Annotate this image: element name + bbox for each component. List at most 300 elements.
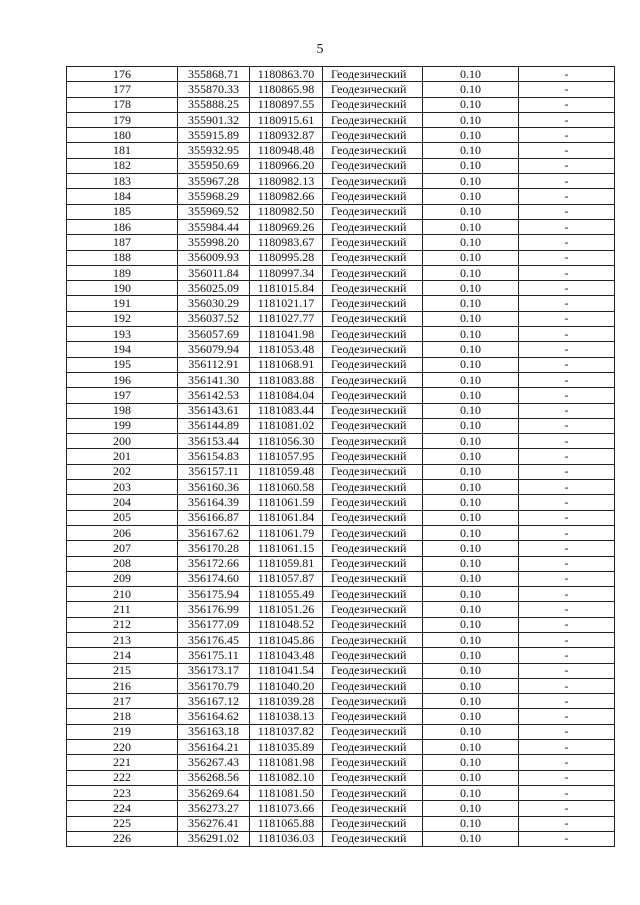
y-coordinate-cell: 1181061.84 [250, 510, 323, 525]
point-number-cell: 212 [67, 617, 178, 632]
note-cell: - [519, 556, 615, 571]
accuracy-cell: 0.10 [423, 724, 519, 739]
x-coordinate-cell: 356170.79 [178, 678, 250, 693]
x-coordinate-cell: 356167.12 [178, 694, 250, 709]
note-cell: - [519, 296, 615, 311]
method-cell: Геодезический [323, 388, 423, 403]
note-cell: - [519, 587, 615, 602]
method-cell: Геодезический [323, 801, 423, 816]
point-number-cell: 183 [67, 174, 178, 189]
method-cell: Геодезический [323, 250, 423, 265]
accuracy-cell: 0.10 [423, 648, 519, 663]
table-row [67, 480, 615, 495]
note-cell: - [519, 801, 615, 816]
point-number-cell: 203 [67, 480, 178, 495]
method-cell: Геодезический [323, 678, 423, 693]
note-cell: - [519, 189, 615, 204]
accuracy-cell: 0.10 [423, 495, 519, 510]
x-coordinate-cell: 356174.60 [178, 571, 250, 586]
x-coordinate-cell: 355967.28 [178, 174, 250, 189]
y-coordinate-cell: 1181057.95 [250, 449, 323, 464]
point-number-cell: 216 [67, 678, 178, 693]
accuracy-cell: 0.10 [423, 143, 519, 158]
x-coordinate-cell: 356009.93 [178, 250, 250, 265]
accuracy-cell: 0.10 [423, 785, 519, 800]
method-cell: Геодезический [323, 571, 423, 586]
accuracy-cell: 0.10 [423, 281, 519, 296]
table-row [67, 388, 615, 403]
y-coordinate-cell: 1180995.28 [250, 250, 323, 265]
method-cell: Геодезический [323, 67, 423, 82]
method-cell: Геодезический [323, 632, 423, 647]
accuracy-cell: 0.10 [423, 587, 519, 602]
x-coordinate-cell: 356175.11 [178, 648, 250, 663]
table-row [67, 403, 615, 418]
y-coordinate-cell: 1181015.84 [250, 281, 323, 296]
method-cell: Геодезический [323, 480, 423, 495]
method-cell: Геодезический [323, 755, 423, 770]
accuracy-cell: 0.10 [423, 449, 519, 464]
method-cell: Геодезический [323, 510, 423, 525]
note-cell: - [519, 648, 615, 663]
method-cell: Геодезический [323, 694, 423, 709]
y-coordinate-cell: 1181053.48 [250, 342, 323, 357]
accuracy-cell: 0.10 [423, 97, 519, 112]
method-cell: Геодезический [323, 174, 423, 189]
accuracy-cell: 0.10 [423, 265, 519, 280]
x-coordinate-cell: 355968.29 [178, 189, 250, 204]
table-row [67, 204, 615, 219]
accuracy-cell: 0.10 [423, 112, 519, 127]
table-row [67, 663, 615, 678]
note-cell: - [519, 434, 615, 449]
y-coordinate-cell: 1180983.67 [250, 235, 323, 250]
accuracy-cell: 0.10 [423, 510, 519, 525]
point-number-cell: 202 [67, 464, 178, 479]
table-row [67, 541, 615, 556]
table-row [67, 571, 615, 586]
method-cell: Геодезический [323, 816, 423, 831]
y-coordinate-cell: 1181056.30 [250, 434, 323, 449]
method-cell: Геодезический [323, 724, 423, 739]
x-coordinate-cell: 356291.02 [178, 831, 250, 846]
x-coordinate-cell: 356164.62 [178, 709, 250, 724]
method-cell: Геодезический [323, 372, 423, 387]
note-cell: - [519, 235, 615, 250]
point-number-cell: 201 [67, 449, 178, 464]
y-coordinate-cell: 1181048.52 [250, 617, 323, 632]
y-coordinate-cell: 1181021.17 [250, 296, 323, 311]
x-coordinate-cell: 355915.89 [178, 128, 250, 143]
point-number-cell: 178 [67, 97, 178, 112]
y-coordinate-cell: 1181040.20 [250, 678, 323, 693]
note-cell: - [519, 510, 615, 525]
y-coordinate-cell: 1180982.13 [250, 174, 323, 189]
accuracy-cell: 0.10 [423, 296, 519, 311]
method-cell: Геодезический [323, 709, 423, 724]
note-cell: - [519, 663, 615, 678]
x-coordinate-cell: 356144.89 [178, 418, 250, 433]
y-coordinate-cell: 1181081.50 [250, 785, 323, 800]
note-cell: - [519, 388, 615, 403]
table-row [67, 281, 615, 296]
table-row [67, 602, 615, 617]
point-number-cell: 206 [67, 525, 178, 540]
table-row [67, 97, 615, 112]
y-coordinate-cell: 1181061.79 [250, 525, 323, 540]
method-cell: Геодезический [323, 97, 423, 112]
note-cell: - [519, 281, 615, 296]
point-number-cell: 194 [67, 342, 178, 357]
table-row [67, 342, 615, 357]
point-number-cell: 188 [67, 250, 178, 265]
table-row [67, 556, 615, 571]
note-cell: - [519, 709, 615, 724]
point-number-cell: 196 [67, 372, 178, 387]
method-cell: Геодезический [323, 281, 423, 296]
accuracy-cell: 0.10 [423, 801, 519, 816]
x-coordinate-cell: 356173.17 [178, 663, 250, 678]
y-coordinate-cell: 1180865.98 [250, 82, 323, 97]
accuracy-cell: 0.10 [423, 831, 519, 846]
note-cell: - [519, 816, 615, 831]
point-number-cell: 195 [67, 357, 178, 372]
point-number-cell: 207 [67, 541, 178, 556]
point-number-cell: 199 [67, 418, 178, 433]
point-number-cell: 193 [67, 327, 178, 342]
accuracy-cell: 0.10 [423, 755, 519, 770]
table-row [67, 311, 615, 326]
x-coordinate-cell: 356025.09 [178, 281, 250, 296]
x-coordinate-cell: 355950.69 [178, 158, 250, 173]
accuracy-cell: 0.10 [423, 770, 519, 785]
table-row [67, 495, 615, 510]
note-cell: - [519, 740, 615, 755]
x-coordinate-cell: 356112.91 [178, 357, 250, 372]
y-coordinate-cell: 1181041.54 [250, 663, 323, 678]
accuracy-cell: 0.10 [423, 219, 519, 234]
note-cell: - [519, 785, 615, 800]
table-row [67, 296, 615, 311]
point-number-cell: 214 [67, 648, 178, 663]
accuracy-cell: 0.10 [423, 541, 519, 556]
table-row [67, 709, 615, 724]
method-cell: Геодезический [323, 143, 423, 158]
x-coordinate-cell: 355870.33 [178, 82, 250, 97]
accuracy-cell: 0.10 [423, 250, 519, 265]
note-cell: - [519, 158, 615, 173]
method-cell: Геодезический [323, 418, 423, 433]
y-coordinate-cell: 1181036.03 [250, 831, 323, 846]
point-number-cell: 223 [67, 785, 178, 800]
accuracy-cell: 0.10 [423, 82, 519, 97]
y-coordinate-cell: 1181082.10 [250, 770, 323, 785]
method-cell: Геодезический [323, 556, 423, 571]
accuracy-cell: 0.10 [423, 403, 519, 418]
x-coordinate-cell: 356176.99 [178, 602, 250, 617]
accuracy-cell: 0.10 [423, 418, 519, 433]
accuracy-cell: 0.10 [423, 372, 519, 387]
accuracy-cell: 0.10 [423, 388, 519, 403]
method-cell: Геодезический [323, 602, 423, 617]
accuracy-cell: 0.10 [423, 434, 519, 449]
method-cell: Геодезический [323, 342, 423, 357]
point-number-cell: 205 [67, 510, 178, 525]
point-number-cell: 224 [67, 801, 178, 816]
table-row [67, 510, 615, 525]
table-row [67, 265, 615, 280]
note-cell: - [519, 311, 615, 326]
coordinates-table-body [67, 67, 615, 847]
point-number-cell: 220 [67, 740, 178, 755]
x-coordinate-cell: 355868.71 [178, 67, 250, 82]
method-cell: Геодезический [323, 770, 423, 785]
point-number-cell: 213 [67, 632, 178, 647]
point-number-cell: 222 [67, 770, 178, 785]
y-coordinate-cell: 1181083.44 [250, 403, 323, 418]
accuracy-cell: 0.10 [423, 204, 519, 219]
accuracy-cell: 0.10 [423, 464, 519, 479]
table-row [67, 143, 615, 158]
y-coordinate-cell: 1181041.98 [250, 327, 323, 342]
x-coordinate-cell: 356172.66 [178, 556, 250, 571]
table-row [67, 189, 615, 204]
point-number-cell: 180 [67, 128, 178, 143]
point-number-cell: 211 [67, 602, 178, 617]
table-row [67, 632, 615, 647]
x-coordinate-cell: 356160.36 [178, 480, 250, 495]
x-coordinate-cell: 356175.94 [178, 587, 250, 602]
y-coordinate-cell: 1180982.66 [250, 189, 323, 204]
x-coordinate-cell: 356276.41 [178, 816, 250, 831]
point-number-cell: 208 [67, 556, 178, 571]
x-coordinate-cell: 356011.84 [178, 265, 250, 280]
y-coordinate-cell: 1181061.59 [250, 495, 323, 510]
note-cell: - [519, 174, 615, 189]
accuracy-cell: 0.10 [423, 525, 519, 540]
note-cell: - [519, 97, 615, 112]
x-coordinate-cell: 356269.64 [178, 785, 250, 800]
x-coordinate-cell: 356167.62 [178, 525, 250, 540]
note-cell: - [519, 82, 615, 97]
note-cell: - [519, 617, 615, 632]
y-coordinate-cell: 1181060.58 [250, 480, 323, 495]
table-row [67, 587, 615, 602]
table-row [67, 158, 615, 173]
y-coordinate-cell: 1181055.49 [250, 587, 323, 602]
table-row [67, 740, 615, 755]
note-cell: - [519, 755, 615, 770]
accuracy-cell: 0.10 [423, 663, 519, 678]
note-cell: - [519, 571, 615, 586]
accuracy-cell: 0.10 [423, 128, 519, 143]
y-coordinate-cell: 1181081.98 [250, 755, 323, 770]
method-cell: Геодезический [323, 785, 423, 800]
y-coordinate-cell: 1181068.91 [250, 357, 323, 372]
method-cell: Геодезический [323, 831, 423, 846]
x-coordinate-cell: 356176.45 [178, 632, 250, 647]
accuracy-cell: 0.10 [423, 311, 519, 326]
y-coordinate-cell: 1181061.15 [250, 541, 323, 556]
method-cell: Геодезический [323, 265, 423, 280]
method-cell: Геодезический [323, 158, 423, 173]
table-row [67, 617, 615, 632]
table-row [67, 785, 615, 800]
table-row [67, 418, 615, 433]
y-coordinate-cell: 1181043.48 [250, 648, 323, 663]
note-cell: - [519, 67, 615, 82]
table-row [67, 801, 615, 816]
accuracy-cell: 0.10 [423, 357, 519, 372]
method-cell: Геодезический [323, 525, 423, 540]
method-cell: Геодезический [323, 663, 423, 678]
point-number-cell: 182 [67, 158, 178, 173]
note-cell: - [519, 143, 615, 158]
x-coordinate-cell: 356030.29 [178, 296, 250, 311]
note-cell: - [519, 250, 615, 265]
note-cell: - [519, 204, 615, 219]
table-row [67, 464, 615, 479]
y-coordinate-cell: 1180897.55 [250, 97, 323, 112]
method-cell: Геодезический [323, 82, 423, 97]
point-number-cell: 186 [67, 219, 178, 234]
table-row [67, 724, 615, 739]
point-number-cell: 192 [67, 311, 178, 326]
accuracy-cell: 0.10 [423, 816, 519, 831]
x-coordinate-cell: 356154.83 [178, 449, 250, 464]
method-cell: Геодезический [323, 464, 423, 479]
point-number-cell: 190 [67, 281, 178, 296]
table-row [67, 372, 615, 387]
method-cell: Геодезический [323, 204, 423, 219]
point-number-cell: 219 [67, 724, 178, 739]
y-coordinate-cell: 1180982.50 [250, 204, 323, 219]
point-number-cell: 184 [67, 189, 178, 204]
y-coordinate-cell: 1181084.04 [250, 388, 323, 403]
table-row [67, 82, 615, 97]
note-cell: - [519, 602, 615, 617]
coordinates-table [66, 66, 615, 847]
x-coordinate-cell: 356273.27 [178, 801, 250, 816]
x-coordinate-cell: 356164.21 [178, 740, 250, 755]
y-coordinate-cell: 1181045.86 [250, 632, 323, 647]
table-row [67, 449, 615, 464]
table-row [67, 357, 615, 372]
x-coordinate-cell: 356142.53 [178, 388, 250, 403]
y-coordinate-cell: 1181073.66 [250, 801, 323, 816]
method-cell: Геодезический [323, 219, 423, 234]
x-coordinate-cell: 356164.39 [178, 495, 250, 510]
x-coordinate-cell: 355969.52 [178, 204, 250, 219]
y-coordinate-cell: 1181081.02 [250, 418, 323, 433]
x-coordinate-cell: 355998.20 [178, 235, 250, 250]
accuracy-cell: 0.10 [423, 617, 519, 632]
point-number-cell: 189 [67, 265, 178, 280]
x-coordinate-cell: 356170.28 [178, 541, 250, 556]
note-cell: - [519, 480, 615, 495]
y-coordinate-cell: 1180948.48 [250, 143, 323, 158]
note-cell: - [519, 632, 615, 647]
x-coordinate-cell: 356143.61 [178, 403, 250, 418]
point-number-cell: 191 [67, 296, 178, 311]
point-number-cell: 225 [67, 816, 178, 831]
note-cell: - [519, 831, 615, 846]
method-cell: Геодезический [323, 541, 423, 556]
point-number-cell: 177 [67, 82, 178, 97]
x-coordinate-cell: 356153.44 [178, 434, 250, 449]
y-coordinate-cell: 1181065.88 [250, 816, 323, 831]
table-row [67, 648, 615, 663]
note-cell: - [519, 128, 615, 143]
y-coordinate-cell: 1180997.34 [250, 265, 323, 280]
table-row [67, 174, 615, 189]
x-coordinate-cell: 356079.94 [178, 342, 250, 357]
note-cell: - [519, 770, 615, 785]
accuracy-cell: 0.10 [423, 602, 519, 617]
point-number-cell: 217 [67, 694, 178, 709]
method-cell: Геодезический [323, 296, 423, 311]
x-coordinate-cell: 356141.30 [178, 372, 250, 387]
accuracy-cell: 0.10 [423, 480, 519, 495]
method-cell: Геодезический [323, 740, 423, 755]
y-coordinate-cell: 1180932.87 [250, 128, 323, 143]
y-coordinate-cell: 1180863.70 [250, 67, 323, 82]
note-cell: - [519, 464, 615, 479]
accuracy-cell: 0.10 [423, 678, 519, 693]
note-cell: - [519, 449, 615, 464]
accuracy-cell: 0.10 [423, 327, 519, 342]
note-cell: - [519, 342, 615, 357]
x-coordinate-cell: 355984.44 [178, 219, 250, 234]
note-cell: - [519, 495, 615, 510]
y-coordinate-cell: 1181059.48 [250, 464, 323, 479]
x-coordinate-cell: 356057.69 [178, 327, 250, 342]
x-coordinate-cell: 355901.32 [178, 112, 250, 127]
point-number-cell: 226 [67, 831, 178, 846]
x-coordinate-cell: 356177.09 [178, 617, 250, 632]
point-number-cell: 198 [67, 403, 178, 418]
y-coordinate-cell: 1181083.88 [250, 372, 323, 387]
note-cell: - [519, 525, 615, 540]
y-coordinate-cell: 1181059.81 [250, 556, 323, 571]
method-cell: Геодезический [323, 648, 423, 663]
y-coordinate-cell: 1180969.26 [250, 219, 323, 234]
point-number-cell: 197 [67, 388, 178, 403]
table-row [67, 678, 615, 693]
table-row [67, 250, 615, 265]
method-cell: Геодезический [323, 617, 423, 632]
method-cell: Геодезический [323, 403, 423, 418]
point-number-cell: 176 [67, 67, 178, 82]
method-cell: Геодезический [323, 235, 423, 250]
note-cell: - [519, 678, 615, 693]
x-coordinate-cell: 356267.43 [178, 755, 250, 770]
note-cell: - [519, 265, 615, 280]
point-number-cell: 200 [67, 434, 178, 449]
note-cell: - [519, 541, 615, 556]
note-cell: - [519, 327, 615, 342]
method-cell: Геодезический [323, 449, 423, 464]
x-coordinate-cell: 356157.11 [178, 464, 250, 479]
x-coordinate-cell: 356166.87 [178, 510, 250, 525]
point-number-cell: 221 [67, 755, 178, 770]
method-cell: Геодезический [323, 495, 423, 510]
accuracy-cell: 0.10 [423, 342, 519, 357]
table-row [67, 219, 615, 234]
table-row [67, 694, 615, 709]
table-row [67, 525, 615, 540]
accuracy-cell: 0.10 [423, 235, 519, 250]
